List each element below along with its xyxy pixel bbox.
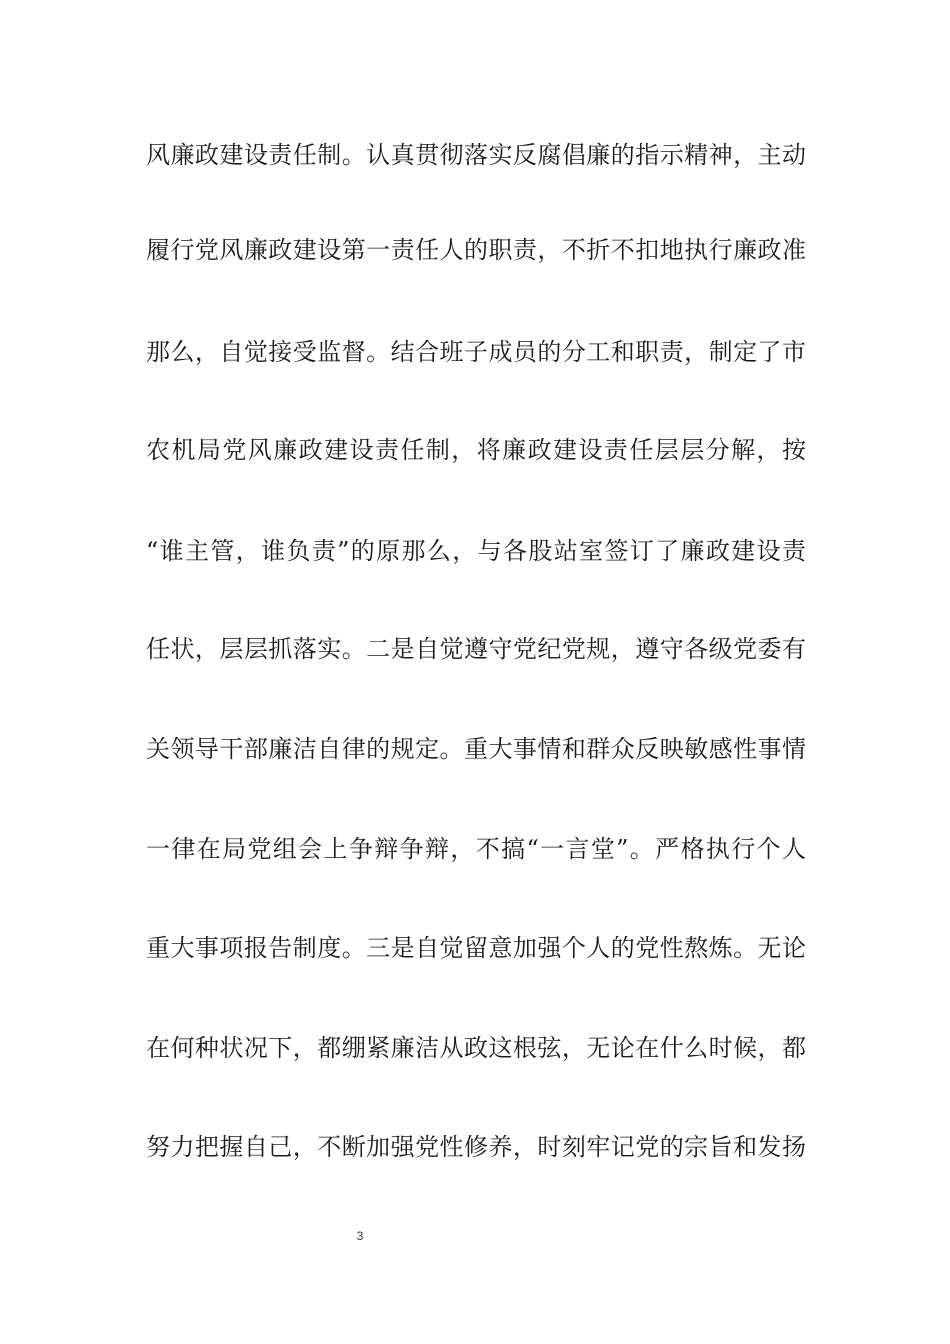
body-text-line: 重大事项报告制度。三是自觉留意加强个人的党性熬炼。无论 <box>146 934 806 962</box>
body-text-line: 风廉政建设责任制。认真贯彻落实反腐倡廉的指示精神，主动 <box>146 141 806 169</box>
body-text-line: 在何种状况下，都绷紧廉洁从政这根弦，无论在什么时候，都 <box>146 1034 806 1062</box>
body-text-line: 关领导干部廉洁自律的规定。重大事情和群众反映敏感性事情 <box>146 735 806 763</box>
body-text-line: 努力把握自己，不断加强党性修养，时刻牢记党的宗旨和发扬 <box>146 1133 806 1161</box>
body-text-line: 履行党风廉政建设第一责任人的职责，不折不扣地执行廉政准 <box>146 236 806 264</box>
body-text-line: 农机局党风廉政建设责任制，将廉政建设责任层层分解，按 <box>146 436 806 464</box>
body-text-line: 那么，自觉接受监督。结合班子成员的分工和职责，制定了市 <box>146 338 806 366</box>
body-text-line: 一律在局党组会上争辩争辩，不搞“一言堂”。严格执行个人 <box>146 835 806 863</box>
body-text-line: 任状，层层抓落实。二是自觉遵守党纪党规，遵守各级党委有 <box>146 635 806 663</box>
page-number: 3 <box>356 1229 364 1243</box>
body-text-line: “谁主管，谁负责”的原那么，与各股站室签订了廉政建设责 <box>146 537 806 565</box>
